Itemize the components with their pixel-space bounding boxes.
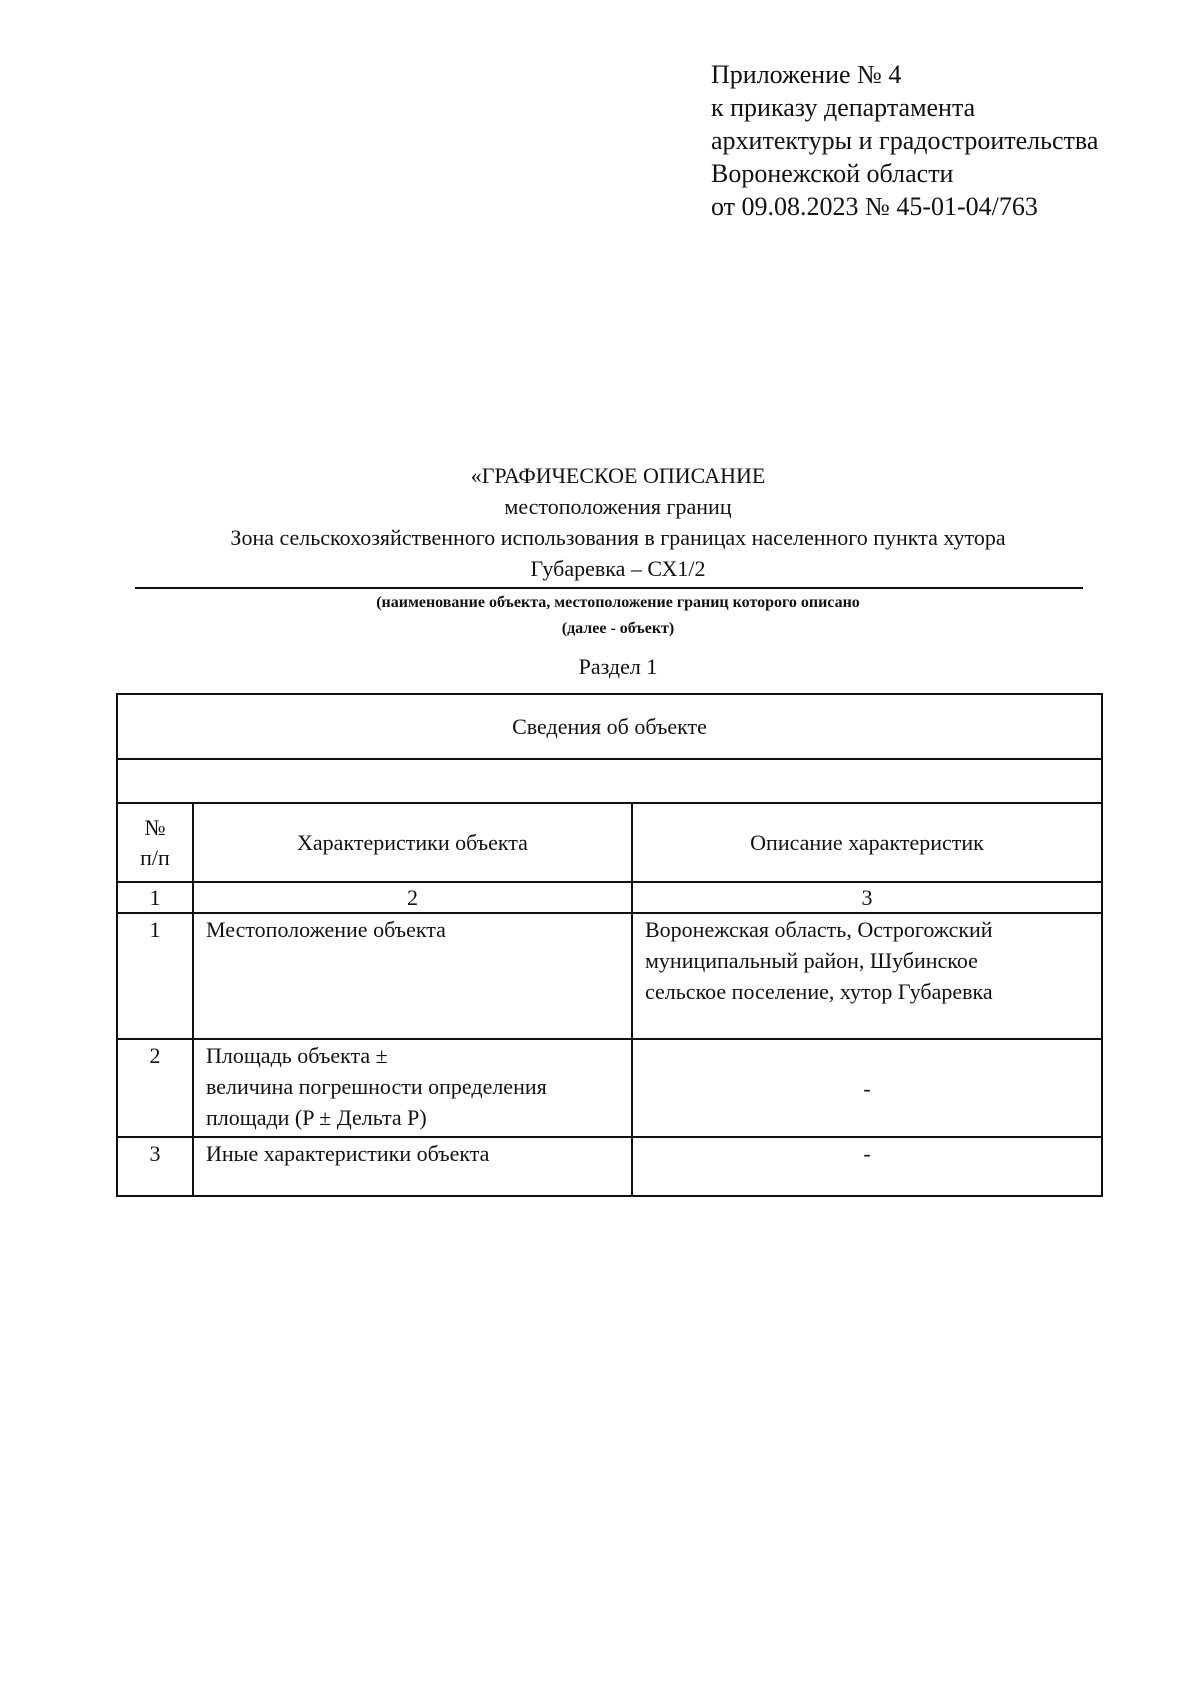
row-characteristic bbox=[193, 913, 632, 1039]
title-underline bbox=[135, 587, 1083, 589]
cell-line: - bbox=[863, 1141, 871, 1166]
column-index: 1 bbox=[117, 882, 193, 913]
table-header-row bbox=[117, 803, 1102, 882]
table-caption: Сведения об объекте bbox=[117, 694, 1102, 759]
cell-line: муниципальный район, Шубинское bbox=[645, 948, 978, 973]
appendix-order-number: от 09.08.2023 № 45-01-04/763 bbox=[711, 192, 1038, 221]
cell-line: - bbox=[863, 1075, 871, 1101]
appendix-line: архитектуры и градостроительства bbox=[711, 126, 1099, 155]
table-row bbox=[117, 1137, 1102, 1196]
column-index-row bbox=[117, 882, 1102, 913]
title-line: Губаревка – СХ1/2 bbox=[530, 556, 706, 581]
header-number bbox=[117, 803, 193, 882]
appendix-line: Приложение № 4 bbox=[711, 60, 902, 89]
appendix-header bbox=[711, 58, 1098, 223]
title-line: «ГРАФИЧЕСКОЕ ОПИСАНИЕ bbox=[470, 463, 766, 488]
cell-line: Местоположение объекта bbox=[206, 917, 446, 942]
row-characteristic bbox=[193, 1137, 632, 1196]
cell-line: величина погрешности определения bbox=[206, 1074, 547, 1099]
appendix-line: к приказу департамента bbox=[711, 93, 976, 122]
cell-line: Иные характеристики объекта bbox=[206, 1141, 490, 1166]
header-characteristics: Характеристики объекта bbox=[193, 803, 632, 882]
table-row bbox=[117, 913, 1102, 1039]
header-number-sign: № bbox=[144, 814, 166, 840]
table-caption-row bbox=[117, 694, 1102, 759]
cell-line: площади (P ± Дельта P) bbox=[206, 1105, 427, 1130]
appendix-line: Воронежской области bbox=[711, 159, 954, 188]
cell-line: Площадь объекта ± bbox=[206, 1043, 388, 1068]
note-line: (далее - объект) bbox=[561, 620, 675, 637]
column-index: 3 bbox=[632, 882, 1102, 913]
document-title bbox=[118, 460, 1118, 584]
section-label: Раздел 1 bbox=[578, 654, 658, 679]
row-description bbox=[632, 1039, 1102, 1137]
column-index: 2 bbox=[193, 882, 632, 913]
cell-line: Воронежская область, Острогожский bbox=[645, 917, 993, 942]
row-description bbox=[632, 913, 1102, 1039]
row-characteristic bbox=[193, 1039, 632, 1137]
header-number-abbr: п/п bbox=[140, 844, 170, 870]
row-number: 1 bbox=[117, 913, 193, 1039]
row-description bbox=[632, 1137, 1102, 1196]
object-info-table bbox=[116, 693, 1103, 1197]
table-blank-row bbox=[117, 759, 1102, 803]
row-number: 3 bbox=[117, 1137, 193, 1196]
title-line: местоположения границ bbox=[504, 494, 732, 519]
blank-cell bbox=[117, 759, 1102, 803]
note-line: (наименование объекта, местоположение границ которого описано bbox=[376, 594, 860, 611]
header-description: Описание характеристик bbox=[632, 803, 1102, 882]
object-name-note bbox=[118, 590, 1118, 642]
cell-line: сельское поселение, хутор Губаревка bbox=[645, 979, 993, 1004]
title-line: Зона сельскохозяйственного использования в границах населенного пункта хутора bbox=[230, 525, 1006, 550]
row-number: 2 bbox=[117, 1039, 193, 1137]
table-row bbox=[117, 1039, 1102, 1137]
